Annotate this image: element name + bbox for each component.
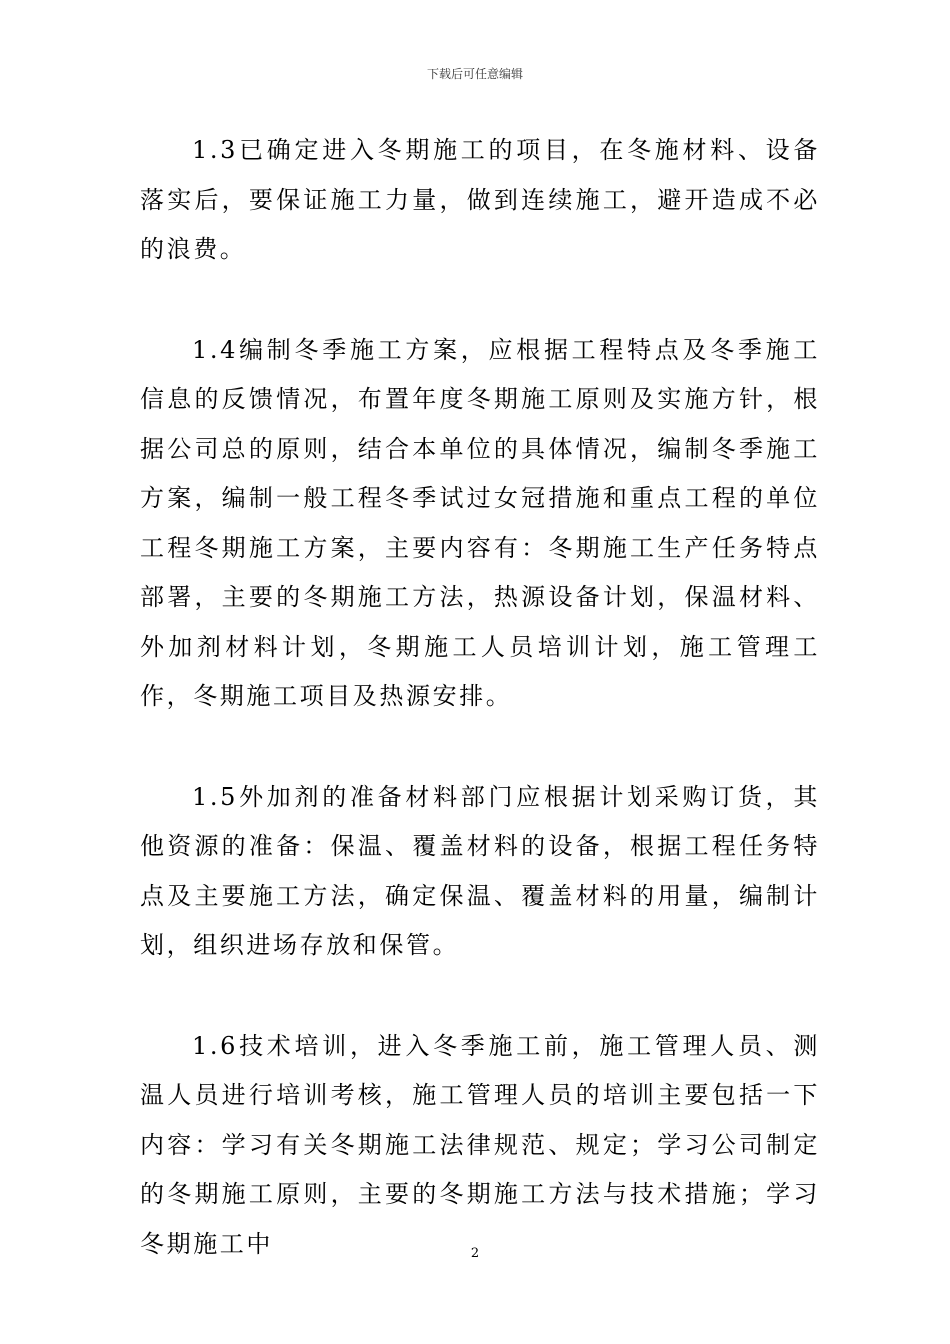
paragraph-1-5: 1.5外加剂的准备材料部门应根据计划采购订货，其他资源的准备：保温、覆盖材料的设备，根据工程任务特点及主要施工方法，确定保温、覆盖材料的用量，编制计划，组织进场存放和保管。 <box>140 782 820 959</box>
paragraph-1-3: 1.3已确定进入冬期施工的项目，在冬施材料、设备落实后，要保证施工力量，做到连续施工，避开造成不必的浪费。 <box>140 136 820 263</box>
paragraph-1-6: 1.6技术培训，进入冬季施工前，施工管理人员、测温人员进行培训考核，施工管理人员的培训主要包括一下内容：学习有关冬期施工法律规范、规定；学习公司制定的冬期施工原则，主要的冬期施工方法与技术措施；学习冬期施工中 <box>140 1031 820 1258</box>
paragraph-1-4: 1.4编制冬季施工方案，应根据工程特点及冬季施工信息的反馈情况，布置年度冬期施工原则及实施方针，根据公司总的原则，结合本单位的具体情况，编制冬季施工方案，编制一般工程冬季试过女冠措施和重点工程的单位工程冬期施工方案，主要内容有：冬期施工生产任务特点部署，主要的冬期施工方法，热源设备计划，保温材料、外加剂材料计划，冬期施工人员培训计划，施工管理工作，冬期施工项目及热源安排。 <box>140 335 820 710</box>
document-body <box>140 126 820 1269</box>
page-header: 下载后可任意编辑 <box>426 67 523 81</box>
page-number: 2 <box>470 1246 480 1261</box>
